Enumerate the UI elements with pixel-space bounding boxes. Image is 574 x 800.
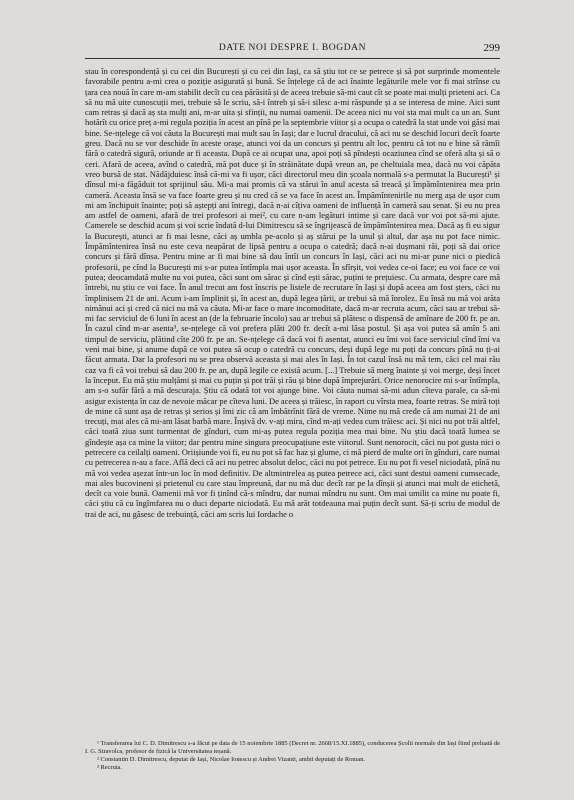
running-header	[85, 43, 500, 57]
footnotes	[85, 740, 500, 772]
main-text	[85, 66, 500, 519]
page-number: 299	[483, 42, 500, 54]
footnote-3: ³ Recruta.	[97, 764, 122, 771]
running-title: DATE NOI DESPRE I. BOGDAN	[218, 43, 367, 53]
body-paragraph: stau în corespondență și cu cei din București și cu cei din Iași, ca să știu tot ce se petrece și să pot surprinde momentele favorabile pentru a-mi crea o poziție asigurată și bună. Se înțelege că de aci înainte legăturile mele vor fi mai strînse cu țara cea nouă în care m-am stabilit decît cu cea părăsită și de aceea trebuie să-mi caut cît se poate mai mulți prieteni aci. Ca să nu mă uite cunoscuții mei, trebuie să le scriu, să-i întreb și să-i silesc a-mi răspunde și a se interesa de mine. Aici sunt cam retras și dacă aș sta mulți ani, m-ar uita și sfinții, nu numai oamenii. De aceea nici nu voi sta mai mult ca un an. Sunt hotărît cu orice preț a-mi regula poziția în acest an pînă pe la septembrie viitor și a ocupa o catedră la stat unde voi găsi mai bine. Se-nțelege că voi căuta la București mai mult sau în Iași; dar e lucrul dracului, că aci nu se deschid locuri decît foarte greu. Dacă nu se vor deschide în aceste orașe, atunci voi da un concurs și pentru alt loc, pentru că tot nu e bine să rămîi fără o catedră sigură, oriunde ar fi aceasta. După ce ai ocupat una, apoi poți să pîndești ocaziunea cînd se oferă alta și să o ceri. Afară de aceea, avînd o catedră, mă pot duce și în străinătate după vreun an, pe cheltuiala mea, dacă nu voi căpăta vreo bursă de stat. Nădăjduiesc însă că-mi va fi ușor, căci directorul meu din școala normală s-a permutat la București¹ și dînsul mi-a făgăduit tot sprijinul său. Mi-a mai promis că va stărui în anul acesta să treacă și împămîntenirea mea prin cameră. Aceasta însă se va face foarte greu și nu cred că se va face în acest an. Împămîntenirile nu merg așa de ușor cum mi am închipuit înainte; poți să aștepți ani întregi, dacă n-ai cîțiva oameni de influență în cameră sau senat. Și eu nu prea am astfel de oameni, afară de trei profesori ai mei², cu care n-am legături intime și care dacă vor voi pot să-mi ajute. Camerele se deschid acum și voi scrie îndată d-lui Dimitrescu să se îngrijească de împămîntenirea mea. Dacă aș fi eu sigur la București, atunci ar fi mai lesne, căci aș umbla pe-acolo și aș stărui pe la unul și altul, dar așa nu pot face nimic. Împămîntenirea însă nu este ceva neapărat de lipsă pentru a ocupa o catedră; dacă n-ai dușmani răi, poți să dai orice concurs și fără dînsa. Pentru mine ar fi mai bine să dau întîi un concurs în Iași, căci aci nu mi-ar pune nici o piedică profesorii, pe cînd la București mi s-ar putea întîmpla mai ușor aceasta. În sfîrșit, voi vedea ce-oi face; eu voi face ce voi putea; deocamdată multe nu voi putea, căci sunt om sărac și cînd ești sărac, puțini te prețuiesc. Cu armata, despre care mă întrebi, nu știu ce voi face. În anul trecut am fost înscris pe listele de recrutare în Iași și după aceea am fost șters, căci nu împlinisem 21 de ani. Acum i-am împlinit și, în acest an, după legea țării, ar trebui să mă înrolez. Eu însă nu mă voi arăta nimănui aci și cred că nici nu mă va căuta. Mi-ar face o mare incomoditate, dacă m-ar recruta acum, căci sau ar trebui să-mi fac serviciul de 6 luni în acest an (de la februarie încolo) sau ar trebui să plătesc o dispensă de amînare de 200 fr. pe an. În cazul cînd m-ar asenta³, se-nțelege că voi prefera plăti 200 fr. decît a-mi lăsa postul. Și așa voi putea să amîn 5 ani timpul de serviciu, plătind cîte 200 fr. pe an. Se-nțelege că dacă voi fi asentat, atunci eu îmi voi face serviciul cînd îmi va veni mai bine, și anume după ce voi putea să ocup o catedră cu concurs, deși după lege nu poți da concurs pînă nu ți-ai făcut armata. Dar la profesori nu se prea observă aceasta și mai ales în Iași. În tot cazul însă nu mă tem, căci cel mai rău caz va fi că voi trebui să dau 200 fr. pe an, după legile ce există acum. [...] Trebuie să merg înainte și voi merge, deși încet la început. Eu mă știu mulțămi și mai cu puțin și pot trăi și rău și bine după împrejurări. Orice nenorocire mi s-ar întîmpla, am s-o sufăr fără a mă descuraja. Știu că odată tot voi ajunge bine. Voi căuta numai să-mi adun cîteva parale, ca să-mi asigur existența în caz de nevoie măcar pe cîteva luni. De aceea și trăiesc, în raport cu vîrsta mea, foarte retras. Se miră toți de mine că sunt așa de retras și serios și îmi zic că am îmbătrînit fără de vreme. Nime nu mă crede că am numai 21 de ani trecuți, mai ales că mi-am lăsat barbă mare. Înșivă dv. v-ați mira, cînd m-ați vedea cum trăiesc aci. Și nici nu pot trăi altfel, căci toată ziua sunt turmentat de gînduri, cum mi-aș putea regula poziția mea mai bine. Nu știu dacă toată lumea se gîndește așa ca mine la viitor; dar pentru mine singura preocupațiune este viitorul. Sunt nenorocit, căci nu pot gusta nici o petrecere ca ceilalți oameni. Oriișiunde voi fi, eu nu pot să fac haz și glume, ci mă pierd de multe ori în gînduri, care numai cu petrecerea n-au a face. Află deci că aci nu petrec absolut deloc, căci nu pot petrece. Eu nu pot fi vesel niciodată, pînă nu mă voi vedea așezat într-un loc în mod definitiv. De altmintrelea aș putea petrece aci, căci sunt destui oameni cumsecade, mai ales bucovineni și prietenul cu care stau împreună, dar nu mă duc decît rar pe la dînșii și atunci mai mult de etichetă, decît ca voie bună. Oamenii mă vor fi ținînd că-s mîndru, dar numai mîndru nu sunt. Om mai umilit ca mine nu poate fi, căci știu că cu îngîmfarea nu o duci departe niciodată. Eu mă arăt totdeauna mai puțin decît sunt. Să-ți scriu de modul de trai de aci, nu găsesc de trebuință, căci am scris lui Iordache o	[85, 66, 500, 519]
header-rule	[85, 58, 500, 59]
footnote-2: ² Constantin D. Dimitrescu, deputat de Iași, Nicolae Ionescu și Andrei Vizanti, ambii deputați de Roman.	[97, 756, 365, 763]
footnote-1: ¹ Transferarea lui C. D. Dimitrescu s-a făcut pe data de 15 noiembrie 1885 (Decret nr. 2668/15.XI.1885), conducerea Școlii normale din Iași fiind preluată de I. G. Stravolca, profesor de fizică la Universitatea ieșană.	[85, 740, 500, 755]
